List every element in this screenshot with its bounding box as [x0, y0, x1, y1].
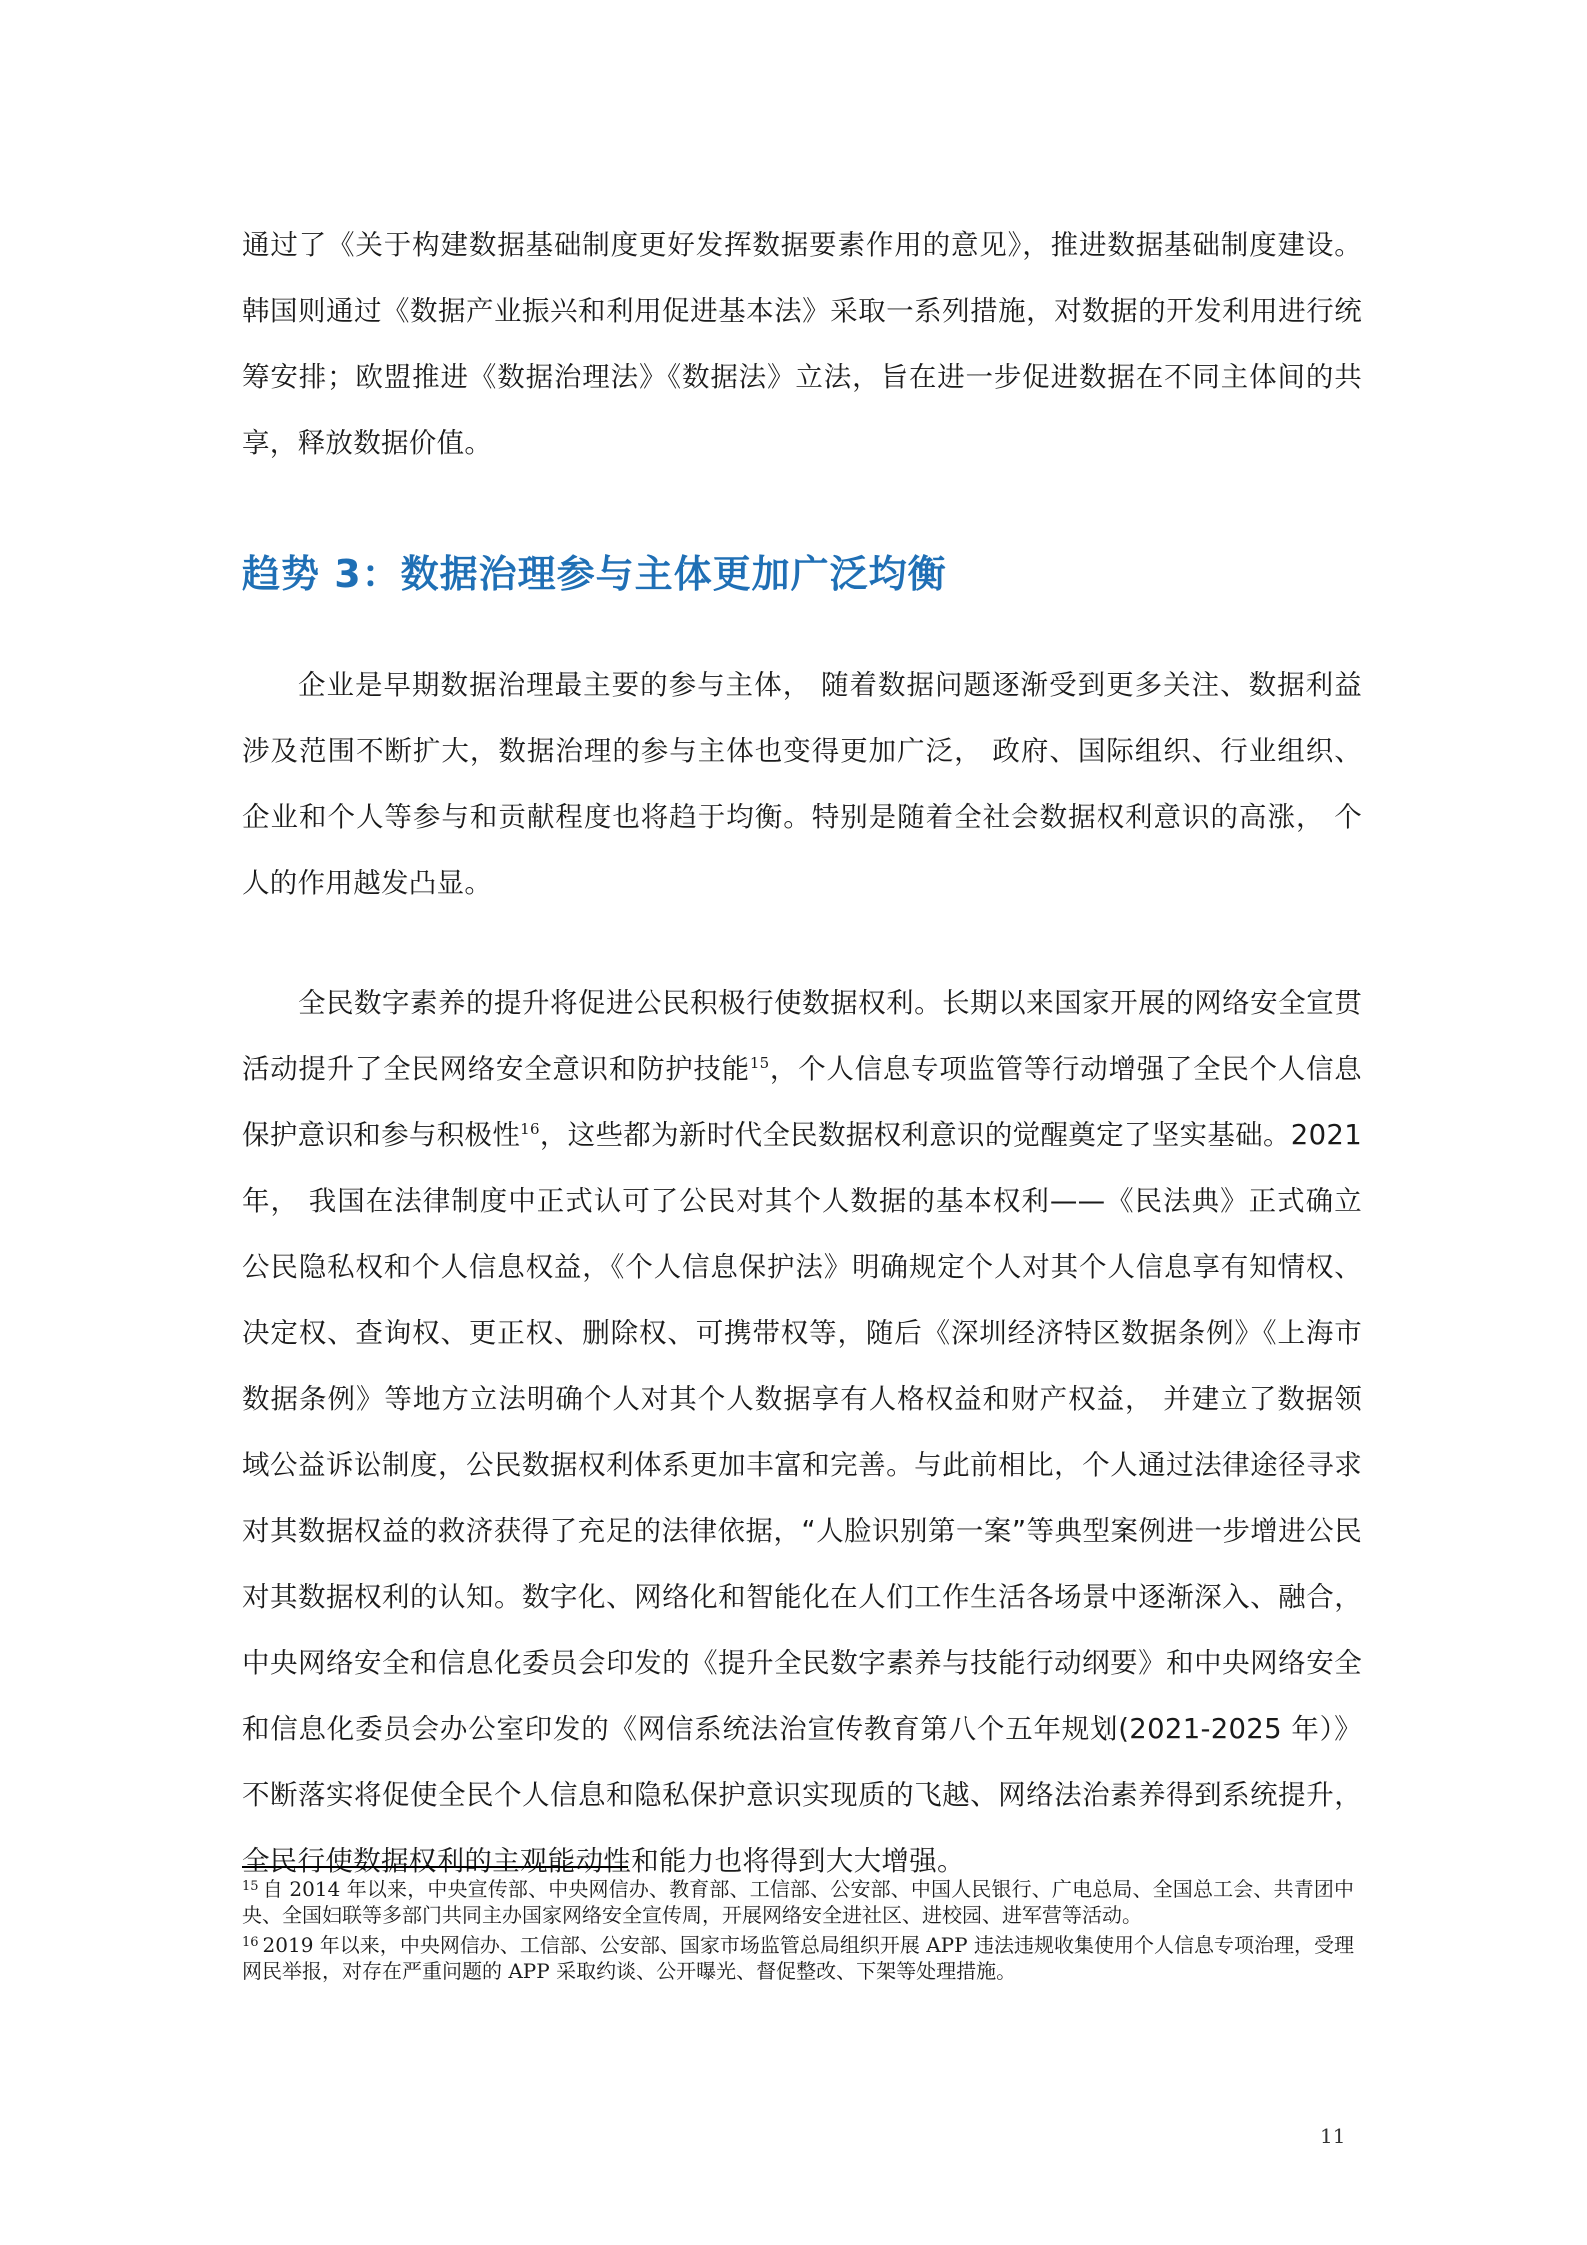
- page-body: [242, 212, 1362, 1894]
- paragraph-governance-participants: 企业是早期数据治理最主要的参与主体， 随着数据问题逐渐受到更多关注、数据利益涉及范围不断扩大，数据治理的参与主体也变得更加广泛， 政府、国际组织、行业组织、企业和个人等参与和贡献程度也将趋于均衡。特别是随着全社会数据权利意识的高涨， 个人的作用越发凸显。: [242, 669, 1362, 899]
- footnote-ref-16[interactable]: 16: [520, 1120, 540, 1138]
- footnote-ref-15[interactable]: 15: [749, 1054, 770, 1072]
- footnote-separator: [242, 1866, 628, 1868]
- footnote-number: 16: [242, 1935, 259, 1950]
- footnote-text: 自 2014 年以来，中央宣传部、中央网信办、教育部、工信部、公安部、中国人民银行、广电总局、全国总工会、共青团中央、全国妇联等多部门共同主办国家网络安全宣传周，开展网络安全进社区、进校园、进军营等活动。: [242, 1877, 1354, 1927]
- footnote-text: 2019 年以来，中央网信办、工信部、公安部、国家市场监管总局组织开展 APP 违法违规收集使用个人信息专项治理，受理网民举报，对存在严重问题的 APP 采取约谈、公开曝光、督促整改、下架等处理措施。: [242, 1933, 1354, 1983]
- paragraph-text-segment: 全民数字素养的提升将促进公民积极行使数据权利。长期以来国家开展的网络安全宣贯活动提升了全民网络安全意识和防护技能: [242, 987, 1362, 1085]
- paragraph-text-segment: ，个人信息专项监管等行动增强了全民个人信息保护意识和参与积极性: [242, 1053, 1362, 1151]
- footnote-16: [242, 1932, 1354, 1984]
- paragraph-digital-literacy: [242, 970, 1362, 1894]
- paragraph-data-policy-intro: 通过了《关于构建数据基础制度更好发挥数据要素作用的意见》，推进数据基础制度建设。韩国则通过《数据产业振兴和利用促进基本法》采取一系列措施，对数据的开发利用进行统筹安排；欧盟推进《数据治理法》《数据法》立法，旨在进一步促进数据在不同主体间的共享，释放数据价值。: [242, 229, 1362, 459]
- footnote-number: 15: [242, 1879, 259, 1894]
- footnote-15: [242, 1876, 1354, 1928]
- page-number: 11: [1320, 2124, 1346, 2148]
- footnotes: [242, 1876, 1354, 1988]
- paragraph-text-segment: ，这些都为新时代全民数据权利意识的觉醒奠定了坚实基础。2021 年， 我国在法律制度中正式认可了公民对其个人数据的基本权利——《民法典》正式确立公民隐私权和个人信息权益，《个人信息保护法》明确规定个人对其个人信息享有知情权、决定权、查询权、更正权、删除权、可携带权等，随后《深圳经济特区数据条例》《上海市数据条例》等地方立法明确个人对其个人数据享有人格权益和财产权益， 并建立了数据领域公益诉讼制度，公民数据权利体系更加丰富和完善。与此前相比，个人通过法律途径寻求对其数据权益的救济获得了充足的法律依据，“人脸识别第一案”等典型案例进一步增进公民对其数据权利的认知。数字化、网络化和智能化在人们工作生活各场景中逐渐深入、融合， 中央网络安全和信息化委员会印发的《提升全民数字素养与技能行动纲要》和中央网络安全和信息化委员会办公室印发的《网信系统法治宣传教育第八个五年规划(2021-2025 年）》不断落实将促使全民个人信息和隐私保护意识实现质的飞越、网络法治素养得到系统提升， 全民行使数据权利的主观能动性和能力也将得到大大增强。: [242, 1119, 1362, 1877]
- section-heading-trend-3: 趋势 3：数据治理参与主体更加广泛均衡: [242, 552, 947, 596]
